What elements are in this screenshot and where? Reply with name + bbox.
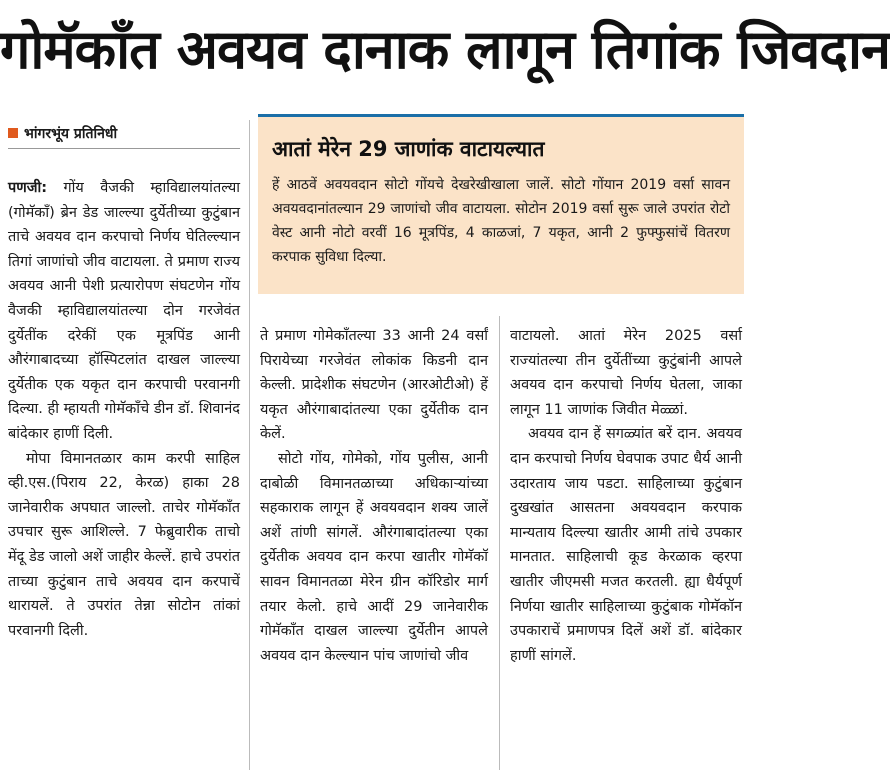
column-divider-1 (249, 120, 250, 770)
column-3-paragraph-1: वाटायलो. आतां मेरेन 2025 वर्सा राज्यांतल्या तीन दुर्येतींच्या कुटुंबांनी आपले अवयव दान करपाचो निर्णय घेतला, जाका लागून 11 जाणांक जिवीत मेळ्ळां. (510, 328, 742, 418)
column-3-paragraph-2: अवयव दान हें सगळ्यांत बरें दान. अवयव दान करपाचो निर्णय घेवपाक उपाट धैर्य आनी उदारताय जाय पडटा. साहिलाच्या कुटुंबान दुखखांत आसतना अवयवदान करपाक मान्यताय दिल्ल्या खातीर आमी तांचे उपकार मानतात. साहिलाची कूड केरळाक व्हरपा खातीर जीएमसी मजत करतली. ह्या धैर्यपूर्ण निर्णया खातीर साहिलाच्या कुटुंबाक गोमॅकॉन उपकाराचें प्रमाणपत्र दिलें अशें डॉ. बांदेकार हाणीं सांगलें. (510, 426, 742, 664)
byline-marker-icon (8, 128, 18, 138)
column-1-paragraph-1: गोंय वैजकी म्हाविद्यालयांतल्या (गोमॅकाँ) ब्रेन डेड जाल्ल्या दुर्येतीच्या कुटुंबान ताचे अवयव दान करपाचो निर्णय घेतिल्ल्यान तिगां जाणांचो जीव वाटायला. ते प्रमाण राज्य अवयव आनी पेशी प्रत्यारोपण संघटणेन गोंय वैजकी म्हाविद्यालयांतल्या दोन गरजेवंत दुर्येतींक दरेकीं एक मूत्रपिंड आनी औरंगाबादच्या हॉस्पिटलांत दाखल जाल्ल्या दुर्येतीक एक यकृत दान करपाची परवानगी दिल्या. ही म्हायती गोमॅकाँचे डीन डॉ. शिवानंद बांदेकार हाणीं दिली. (8, 180, 240, 442)
article-column-2 (260, 324, 488, 668)
info-box-title: आतां मेरेन 29 जाणांक वाटायल्यात (272, 137, 545, 161)
byline-divider (8, 148, 240, 149)
byline-text: भांगरभूंय प्रतिनिधी (24, 126, 118, 142)
column-2-paragraph-2: सोटो गोंय, गोमेको, गोंय पुलीस, आनी दाबोळी विमानतळाच्या अधिकाऱ्यांच्या सहकाराक लागून हें अवयवदान शक्य जालें अशें तांणी सांगलें. औरंगाबादांतल्या एका दुर्येतीक अवयव दान करपा खातीर गोमॅकॉ सावन विमानतळा मेरेन ग्रीन कॉरिडोर मार्ग तयार केलो. हाचे आदीं 29 जानेवारीक गोमॅकाँत दाखल जाल्ल्या दुर्येतीन आपले अवयव दान केल्ल्यान पांच जाणांचो जीव (260, 450, 488, 664)
column-divider-2 (499, 316, 500, 770)
headline: गोमॅकाँत अवयव दानाक लागून तिगांक जिवदान (0, 18, 890, 81)
column-2-paragraph-1: ते प्रमाण गोमेकॉंतल्या 33 आनी 24 वर्सां पिरायेच्या गरजेवंत लोकांक किडनी दान केल्ली. प्रादेशीक संघटणेन (आरओटीओ) हें यकृत औरंगाबादांतल्या एका दुर्येतीक दान केलें. (260, 328, 488, 443)
article-column-1 (8, 176, 240, 643)
dateline: पणजी: (8, 180, 48, 196)
column-1-paragraph-2: मोपा विमानतळार काम करपी साहिल व्ही.एस.(पिराय 22, केरळ) हाका 28 जानेवारीक अपघात जाल्लो. ताचेर गोमॅकाँत उपचार सुरू आशिल्ले. 7 फेब्रुवारीक ताचो मेंदू डेड जालो अशें जाहीर केल्लें. हाचे उपरांत ताच्या कुटुंबान ताचे अवयव दान करपाचें थारायलें. ते उपरांत तेन्ना सोटोन तांकां परवानगी दिली. (8, 450, 240, 639)
info-box (258, 114, 744, 294)
info-box-text: हें आठवें अवयवदान सोटो गोंयचे देखरेखीखाला जालें. सोटो गोंयान 2019 वर्सा सावन अवयवदानांतल्यान 29 जाणांचो जीव वाटायला. सोटोन 2019 वर्सा सुरू जाले उपरांत रोटो वेस्ट आनी नोटो वरवीं 16 मूत्रपिंड, 4 काळजां, 7 यकृत, आनी 2 फुफ्फुसांचें वितरण करपाक सुविधा दिल्या. (272, 177, 730, 265)
article-column-3 (510, 324, 742, 668)
byline (8, 124, 117, 143)
